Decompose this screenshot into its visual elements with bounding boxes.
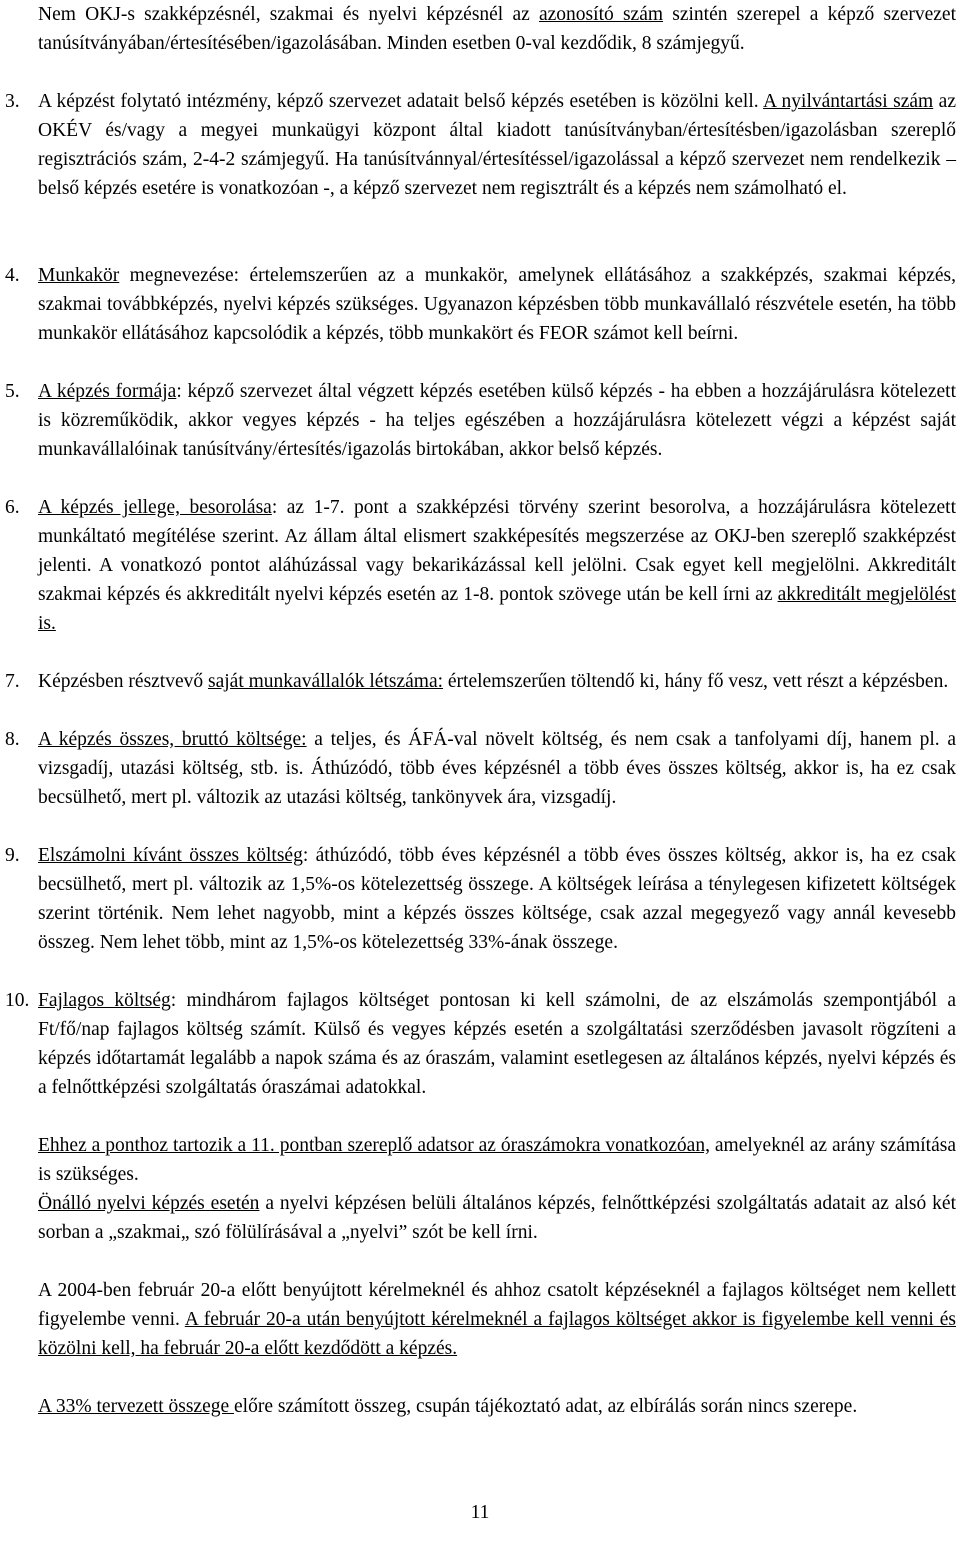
item-underlined-term: Fajlagos költség — [38, 990, 171, 1011]
paragraph-text: amelyeknél az arány számítása is szükséges. — [38, 1135, 957, 1185]
list-item-6 — [5, 493, 956, 638]
item-underlined-term: Munkakör — [38, 265, 120, 286]
underlined-term: Önálló nyelvi képzés esetén — [38, 1193, 260, 1214]
list-item-7 — [5, 667, 956, 696]
item-underlined-term: A képzés összes, bruttó költsége: — [38, 729, 307, 750]
paragraph-33-percent — [38, 1392, 956, 1421]
item-underlined-term: akkreditált megjelölést is. — [38, 584, 956, 634]
intro-text-1: Nem OKJ-s szakképzésnél, szakmai és nyelvi képzésnél az — [38, 4, 539, 25]
item-underlined-term: Elszámolni kívánt összes költség — [38, 845, 303, 866]
item-number: 10. — [5, 990, 30, 1011]
item-text: A képzést folytató intézmény, képző szervezet adatait belső képzés esetében is közölni kell. — [38, 91, 764, 112]
intro-paragraph — [38, 0, 956, 58]
page-number: 11 — [470, 1502, 490, 1523]
list-item-9 — [5, 841, 956, 957]
paragraph-2004 — [38, 1276, 956, 1363]
list-item-4 — [5, 261, 956, 348]
paragraph-onallo — [38, 1189, 956, 1247]
underlined-term: A 33% tervezett összege — [38, 1396, 235, 1417]
item-text: értelemszerűen töltendő ki, hány fő vesz, vett részt a képzésben. — [443, 671, 949, 692]
item-number: 7. — [5, 671, 20, 692]
item-underlined-term: A nyilvántartási szám — [763, 91, 934, 112]
item-number: 6. — [5, 497, 20, 518]
intro-text-2: szintén szerepel a képző szervezet tanúsítványában/értesítésében/igazolásában. Minden esetben 0-val kezdődik, 8 számjegyű. — [38, 4, 956, 54]
item-number: 9. — [5, 845, 20, 866]
item-number: 3. — [5, 91, 20, 112]
item-number: 8. — [5, 729, 20, 750]
underlined-sentence: A február 20-a után benyújtott kérelmeknél a fajlagos költséget akkor is figyelembe kell venni és közölni kell, ha február 20-a előtt kezdődött a képzés. — [38, 1309, 957, 1359]
item-text: a teljes, és ÁFÁ-val növelt költség, és nem csak a tanfolyami díj, hanem pl. a vizsgadíj, utazási költség, stb. is. Áthúzódó, több éves képzésnél a több éves összes költség, akkor is, ha ez csak becsülhető, mert pl. változik az utazási költség, tankönyvek ára, vizsgadíj. — [38, 729, 956, 808]
list-item-10 — [5, 986, 956, 1102]
intro-underlined-term: azonosító szám — [539, 4, 664, 25]
item-underlined-term: A képzés formája — [38, 381, 177, 402]
item-text: : képző szervezet által végzett képzés esetében külső képzés - ha ebben a hozzájárulásra kötelezett is közreműködik, akkor vegyes képzés - ha teljes egészében a hozzájárulásra kötelezett végzi a képzést saját munkavállalóinak tanúsítvány/értesítés/igazolás birtokában, akkor belső képzés. — [38, 381, 956, 460]
item-underlined-term: saját munkavállalók létszáma: — [208, 671, 444, 692]
paragraph-text: előre számított összeg, csupán tájékoztató adat, az elbírálás során nincs szerepe. — [234, 1396, 858, 1417]
item-underlined-term: A képzés jellege, besorolása — [38, 497, 272, 518]
item-text: : áthúzódó, több éves képzésnél a több éves összes költség, akkor is, ha ez csak becsülhető, mert pl. változik az 1,5%-os kötelezettség összege. A költségek leírása a ténylegesen kifizetett költségek szerint történik. Nem lehet nagyobb, mint a képzés összes költsége, csak azzal megegyező vagy annál kevesebb összeg. Nem lehet több, mint az 1,5%-os kötelezettség 33%-ának összege. — [38, 845, 956, 953]
underlined-sentence: Ehhez a ponthoz tartozik a 11. pontban szereplő adatsor az óraszámokra vonatkozóan, — [38, 1135, 710, 1156]
paragraph-ehhez — [38, 1131, 956, 1189]
item-number: 5. — [5, 381, 20, 402]
list-item-3 — [5, 87, 956, 203]
list-item-5 — [5, 377, 956, 464]
item-text: Képzésben résztvevő — [38, 671, 209, 692]
list-item-8 — [5, 725, 956, 812]
paragraph-text: A 2004-ben február 20-a előtt benyújtott kérelmeknél és ahhoz csatolt képzéseknél a fajlagos költséget nem kellett figyelembe venni. — [38, 1280, 956, 1330]
item-number: 4. — [5, 265, 20, 286]
item-text: : az 1-7. pont a szakképzési törvény szerint besorolva, a hozzájárulásra kötelezett munkáltató megítélése szerint. Az állam által elismert szakképesítés megszerzése az OKJ-ben szereplő szakképzést jelenti. A vonatkozó pontot aláhúzással vagy bekarikázással kell jelölni. Csak egyet kell megjelölni. Akkreditált szakmai képzés és akkreditált nyelvi képzés esetén az 1-8. pontok szövege után be kell írni az — [38, 497, 956, 605]
item-text: : mindhárom fajlagos költséget pontosan ki kell számolni, de az elszámolás szempontjából a Ft/fő/nap fajlagos költség számít. Külső és vegyes képzés esetén a szolgáltatási szerződésben javasolt rögzíteni a képzés időtartamát legalább a napok száma és az óraszám, valamint esetlegesen az általános képzés, nyelvi képzés és a felnőttképzési szolgáltatás óraszámai adatokkal. — [38, 990, 956, 1098]
paragraph-text: a nyelvi képzésen belüli általános képzés, felnőttképzési szolgáltatás adatait az alsó két sorban a „szakmai„ szó fölülírásával a „nyelvi” szót be kell írni. — [38, 1193, 956, 1243]
item-text: az OKÉV és/vagy a megyei munkaügyi központ által kiadott tanúsítványban/értesítésben/igazolásban szereplő regisztrációs szám, 2-4-2 számjegyű. Ha tanúsítvánnyal/értesítéssel/igazolással a képző szervezet nem rendelkezik – belső képzés esetére is vonatkozóan -, a képző szervezet nem regisztrált és a képzés nem számolható el. — [38, 91, 956, 199]
item-text: megnevezése: értelemszerűen az a munkakör, amelynek ellátásához a szakképzés, szakmai képzés, szakmai továbbképzés, nyelvi képzés szükséges. Ugyanazon képzésben több munkavállaló részvétele esetén, ha több munkakör ellátásához kapcsolódik a képzés, több munkakört és FEOR számot kell beírni. — [38, 265, 956, 344]
